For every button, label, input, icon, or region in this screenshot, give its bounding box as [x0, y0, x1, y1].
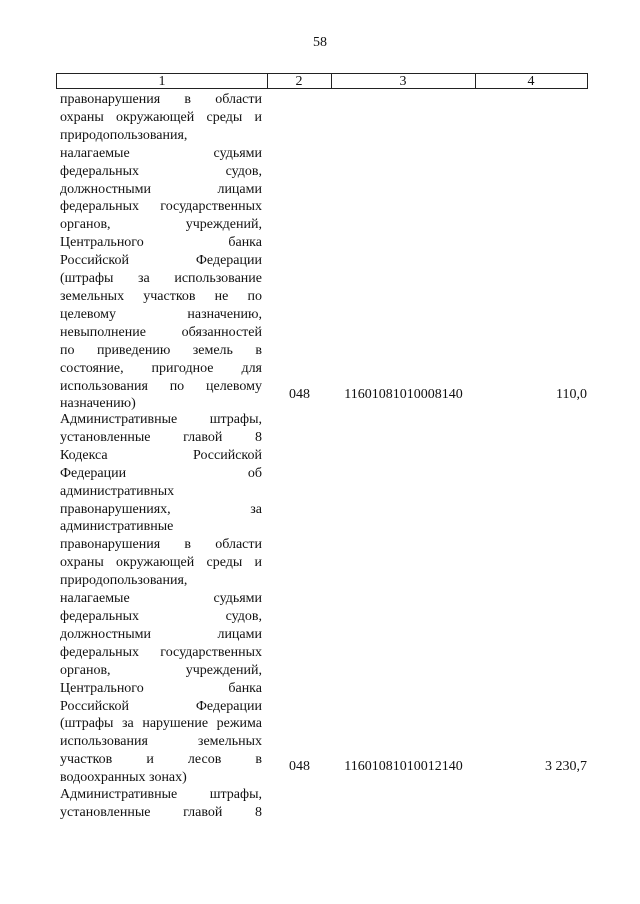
description-line: федеральных судов, [60, 163, 262, 179]
description-line: природопользования, [60, 127, 188, 143]
description-line: административных [60, 483, 175, 499]
row1-kbk: 11601081010008140 [344, 387, 463, 402]
table-header-col4: 4 [475, 73, 588, 89]
description-line: Центрального банка [60, 680, 262, 696]
description-line: правонарушения в области [60, 537, 262, 553]
description-line: федеральных судов, [60, 608, 262, 624]
description-line: по приведению земель в [60, 342, 262, 358]
description-line: должностными лицами [60, 181, 262, 197]
description-line: назначению) [60, 396, 136, 412]
row2-amount: 3 230,7 [545, 759, 587, 774]
description-line: природопользования, [60, 573, 188, 589]
table-header-col2: 2 [267, 73, 332, 89]
description-line: установленные главой 8 [60, 804, 262, 820]
description-line: Административные штрафы, [60, 787, 262, 802]
table-header-col3: 3 [331, 73, 476, 89]
row1-admin-code: 048 [289, 387, 310, 402]
description-line: состояние, пригодное для [60, 360, 262, 376]
description-line: земельных участков не по [60, 288, 262, 304]
description-line: целевому назначению, [60, 306, 262, 322]
description-line: (штрафы за использование [60, 271, 262, 287]
description-line: федеральных государственных [60, 199, 262, 215]
description-line: использования по целевому [60, 378, 262, 394]
description-line: должностными лицами [60, 626, 262, 642]
description-line: использования земельных [60, 734, 262, 750]
description-line: органов, учреждений, [60, 217, 262, 233]
row1-description [60, 91, 262, 413]
table-header-col1: 1 [56, 73, 268, 89]
description-line: органов, учреждений, [60, 662, 262, 678]
description-line: налагаемые судьями [60, 591, 262, 607]
description-line: установленные главой 8 [60, 429, 262, 445]
row1-amount: 110,0 [556, 387, 587, 402]
description-line: (штрафы за нарушение режима [60, 716, 262, 732]
description-line: Российской Федерации [60, 698, 262, 714]
description-line: правонарушениях, за [60, 501, 262, 517]
description-line: охраны окружающей среды и [60, 555, 262, 571]
description-line: Кодекса Российской [60, 447, 262, 463]
page-number: 58 [313, 35, 327, 50]
description-line: невыполнение обязанностей [60, 324, 262, 340]
description-line: Федерации об [60, 465, 262, 481]
description-line: Центрального банка [60, 235, 262, 251]
description-line: охраны окружающей среды и [60, 109, 262, 125]
description-line: Административные штрафы, [60, 412, 262, 427]
row2-kbk: 11601081010012140 [344, 759, 463, 774]
description-line: административные [60, 519, 174, 535]
row3-description [60, 786, 262, 822]
description-line: участков и лесов в [60, 752, 262, 768]
row2-description [60, 411, 262, 787]
description-line: налагаемые судьями [60, 145, 262, 161]
row2-admin-code: 048 [289, 759, 310, 774]
description-line: водоохранных зонах) [60, 770, 187, 786]
description-line: Российской Федерации [60, 253, 262, 269]
description-line: правонарушения в области [60, 92, 262, 107]
description-line: федеральных государственных [60, 644, 262, 660]
